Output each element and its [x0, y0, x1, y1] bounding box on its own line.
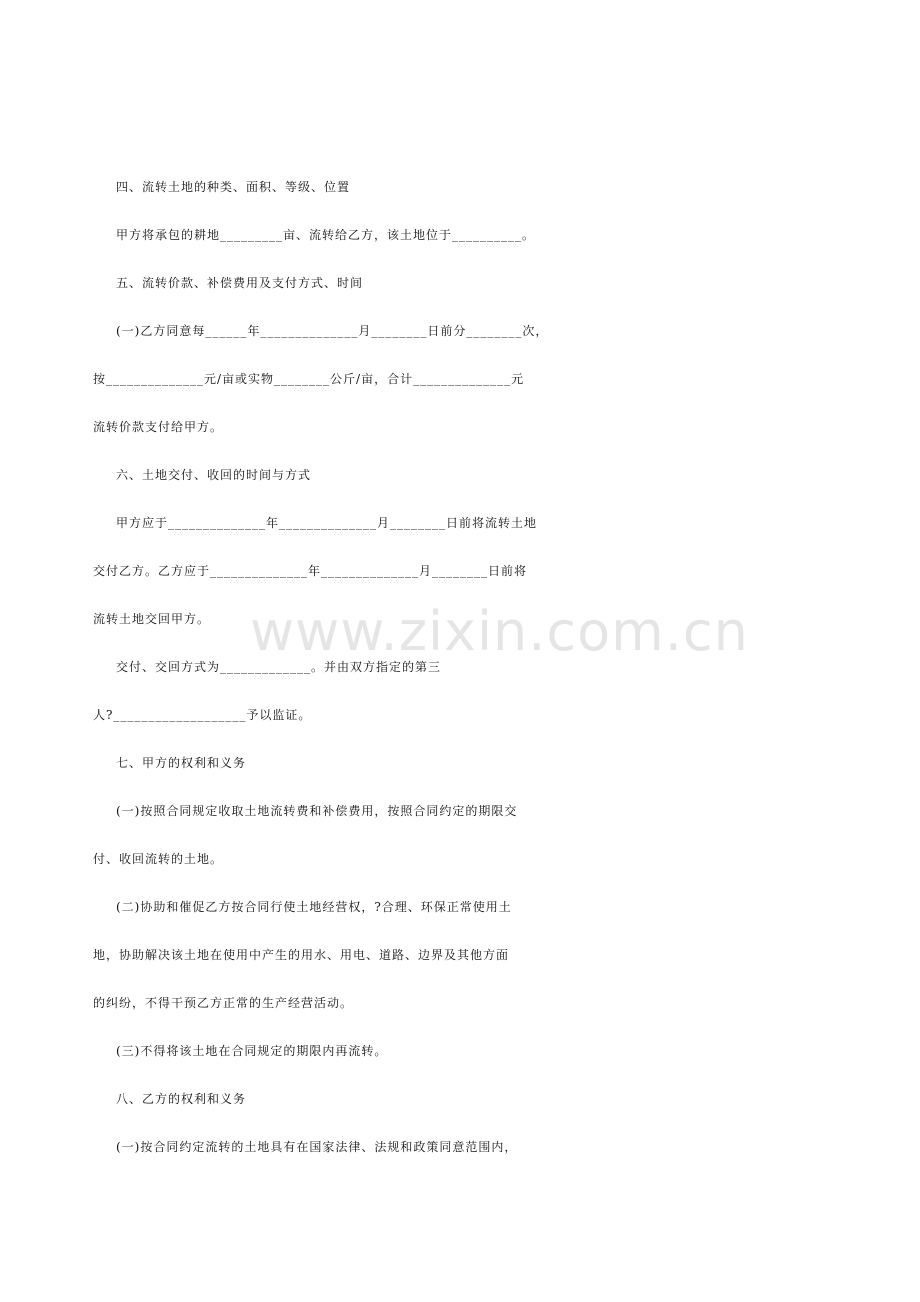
- section-heading-5: 五、流转价款、补偿费用及支付方式、时间: [116, 276, 364, 290]
- paragraph-line: (一)按照合同规定收取土地流转费和补偿费用，按照合同约定的期限交: [116, 804, 518, 818]
- section-heading-6: 六、土地交付、收回的时间与方式: [116, 468, 312, 482]
- paragraph-line: 甲方应于______________年______________月________日前将流转土地: [116, 516, 538, 530]
- paragraph-line: 人?___________________予以监证。: [93, 708, 312, 722]
- section-heading-8: 八、乙方的权利和义务: [116, 1092, 247, 1106]
- paragraph-line: 地，协助解决该土地在使用中产生的用水、用电、道路、边界及其他方面: [93, 948, 510, 962]
- paragraph-line: 按______________元/亩或实物________公斤/亩，合计______________元: [93, 372, 525, 386]
- paragraph-line: 付、收回流转的土地。: [93, 852, 224, 866]
- paragraph-line: (三)不得将该土地在合同规定的期限内再流转。: [116, 1044, 388, 1058]
- paragraph-line: 交付、交回方式为_____________。并由双方指定的第三: [116, 660, 442, 674]
- paragraph-line: 流转土地交回甲方。: [93, 612, 211, 626]
- paragraph-line: 甲方将承包的耕地_________亩、流转给乙方，该土地位于__________。: [116, 228, 536, 242]
- section-heading-4: 四、流转土地的种类、面积、等级、位置: [116, 180, 351, 194]
- watermark: www.zixin.com.cn: [250, 600, 749, 663]
- paragraph-line: (一)按合同约定流转的土地具有在国家法律、法规和政策同意范围内，: [116, 1140, 518, 1154]
- paragraph-line: (一)乙方同意每______年______________月________日前分________次，: [116, 324, 549, 338]
- paragraph-line: 的纠纷，不得干预乙方正常的生产经营活动。: [93, 996, 354, 1010]
- paragraph-line: 流转价款支付给甲方。: [93, 420, 224, 434]
- paragraph-line: (二)协助和催促乙方按合同行使土地经营权，?合理、环保正常使用土: [116, 900, 512, 914]
- paragraph-line: 交付乙方。乙方应于______________年______________月________日前将: [93, 564, 528, 578]
- section-heading-7: 七、甲方的权利和义务: [116, 756, 247, 770]
